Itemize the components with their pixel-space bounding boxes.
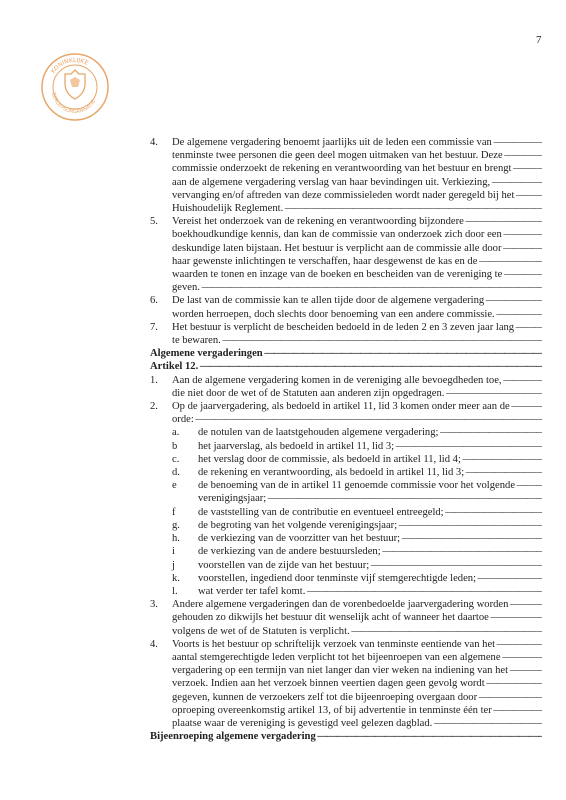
agenda-item-letter: d. <box>172 467 180 479</box>
paragraph-line: worden herroepen, doch slechts door benoeming van een andere commissie. ————— <box>172 308 542 321</box>
agenda-item <box>150 545 542 558</box>
paragraph-line: Op de jaarvergadering, als bedoeld in artikel 11, lid 3 komen onder meer aan de ————— <box>172 400 542 413</box>
numbered-paragraph <box>150 321 542 347</box>
agenda-item-text: de verkiezing van de andere bestuursleden; ————— <box>198 545 542 558</box>
agenda-item-letter: f <box>172 506 176 518</box>
agenda-item-text: de rekening en verantwoording, als bedoeld in artikel 11, lid 3; ————— <box>198 466 542 479</box>
agenda-item-text: de benoeming van de in artikel 11 genoemde commissie voor het volgende ————— <box>198 479 542 492</box>
paragraph-line: Andere algemene vergaderingen dan de vorenbedoelde jaarvergadering worden ————— <box>172 598 542 611</box>
agenda-item-text: de verkiezing van de voorzitter van het bestuur; ————— <box>198 532 542 545</box>
paragraph-line: verzoek. Indien aan het verzoek binnen veertien dagen geen gevolg wordt ————— <box>172 677 542 690</box>
paragraph-number: 1. <box>150 374 158 386</box>
agenda-item <box>150 519 542 532</box>
paragraph-line: aantal stemgerechtigde leden verplicht tot het bijeenroepen van een algemene ————— <box>172 651 542 664</box>
agenda-item <box>150 506 542 519</box>
paragraph-line: aan de algemene vergadering verslag van haar bevindingen uit. Verkiezing, ————— <box>172 176 542 189</box>
agenda-item-text: het verslag door de commissie, als bedoeld in artikel 11, lid 4; ————— <box>198 453 542 466</box>
agenda-item <box>150 479 542 505</box>
section-heading: Algemene vergaderingen ————— <box>150 347 542 360</box>
agenda-item-letter: g. <box>172 519 180 531</box>
numbered-paragraph <box>150 400 542 426</box>
paragraph-line: De algemene vergadering benoemt jaarlijks uit de leden een commissie van ————— <box>172 136 542 149</box>
agenda-item <box>150 453 542 466</box>
agenda-item-letter: j <box>172 559 175 571</box>
paragraph-line: te bewaren. ————— <box>172 334 542 347</box>
paragraph-line: Het bestuur is verplicht de bescheiden bedoeld in de leden 2 en 3 zeven jaar lang ————— <box>172 321 542 334</box>
paragraph-line: vergadering op een termijn van niet langer dan vier weken na indiening van het ————— <box>172 664 542 677</box>
agenda-item <box>150 559 542 572</box>
section-heading-bijeenroeping: Bijeenroeping algemene vergadering ————— <box>150 730 542 743</box>
paragraph-number: 4. <box>150 137 158 148</box>
agenda-item-text: wat verder ter tafel komt. ————— <box>198 585 542 598</box>
paragraph-line: tenminste twee personen die geen deel mogen uitmaken van het bestuur. Deze ————— <box>172 149 542 162</box>
paragraph-line: geven. ————— <box>172 281 542 294</box>
numbered-paragraph <box>150 294 542 320</box>
paragraph-line: gehouden zo dikwijls het bestuur dit wenselijk acht of wanneer het daartoe ————— <box>172 611 542 624</box>
agenda-item-text: de notulen van de laatstgehouden algemene vergadering; ————— <box>198 426 542 439</box>
paragraph-line: Voorts is het bestuur op schriftelijk verzoek van tenminste eentiende van het ————— <box>172 638 542 651</box>
agenda-item-letter: e <box>172 480 177 492</box>
agenda-item-text: verenigingsjaar; ————— <box>198 492 542 505</box>
numbered-paragraph <box>150 215 542 294</box>
svg-text:KONINKLIJKE: KONINKLIJKE <box>49 56 90 75</box>
agenda-item-letter: c. <box>172 453 180 465</box>
paragraph-line: waarden te tonen en inzage van de boeken en bescheiden van de vereniging te ————— <box>172 268 542 281</box>
paragraph-line: gegeven, kunnen de verzoekers zelf tot die bijeenroeping overgaan door ————— <box>172 691 542 704</box>
agenda-item-text: het jaarverslag, als bedoeld in artikel 11, lid 3; ————— <box>198 440 542 453</box>
paragraph-line: Aan de algemene vergadering komen in de vereniging alle bevoegdheden toe, ————— <box>172 374 542 387</box>
paragraph-line: haar gewenste inlichtingen te verschaffen, haar desgewenst de kas en de ————— <box>172 255 542 268</box>
numbered-paragraph <box>150 598 542 638</box>
agenda-subitems <box>150 426 542 598</box>
agenda-item <box>150 585 542 598</box>
paragraph-line: die niet door de wet of de Statuten aan anderen zijn opgedragen. ————— <box>172 387 542 400</box>
article-11-paragraphs <box>150 136 542 347</box>
agenda-item-text: de begroting van het volgende verenigingsjaar; ————— <box>198 519 542 532</box>
agenda-item <box>150 466 542 479</box>
agenda-item <box>150 572 542 585</box>
seal-logo <box>40 52 110 122</box>
numbered-paragraph <box>150 136 542 215</box>
agenda-item <box>150 426 542 439</box>
agenda-item <box>150 440 542 453</box>
agenda-item-letter: b <box>172 440 178 452</box>
numbered-paragraph <box>150 374 542 400</box>
paragraph-line: deskundige laten bijstaan. Het bestuur is verplicht aan de commissie alle door ————— <box>172 242 542 255</box>
article-12-paragraphs-continued <box>150 598 542 730</box>
agenda-item-letter: l. <box>172 585 178 597</box>
paragraph-number: 6. <box>150 295 158 307</box>
paragraph-line: oproeping overeenkomstig artikel 13, of bij advertentie in tenminste één ter ————— <box>172 704 542 717</box>
agenda-item-letter: a. <box>172 427 180 439</box>
article-heading: Artikel 12. ————— <box>150 360 542 373</box>
numbered-paragraph <box>150 638 542 730</box>
paragraph-line: plaatse waar de vereniging is gevestigd veel gelezen dagblad. ————— <box>172 717 542 730</box>
paragraph-number: 2. <box>150 401 158 413</box>
article-12-paragraphs <box>150 374 542 427</box>
document-body <box>150 136 542 743</box>
paragraph-line: vervanging en/of aftreden van deze commissieleden wordt nader geregeld bij het ————— <box>172 189 542 202</box>
agenda-item-letter: h. <box>172 533 180 545</box>
agenda-item-text: voorstellen, ingediend door tenminste vijf stemgerechtigde leden; ————— <box>198 572 542 585</box>
paragraph-line: De last van de commissie kan te allen tijde door de algemene vergadering ————— <box>172 294 542 307</box>
page-number: 7 <box>536 34 542 46</box>
paragraph-line: Huishoudelijk Reglement. ————— <box>172 202 542 215</box>
agenda-item <box>150 532 542 545</box>
agenda-item-letter: k. <box>172 572 180 584</box>
paragraph-number: 3. <box>150 599 158 611</box>
paragraph-line: boekhoudkundige kennis, dan kan de commissie van onderzoek zich door een ————— <box>172 228 542 241</box>
agenda-item-text: voorstellen van de zijde van het bestuur; ————— <box>198 559 542 572</box>
paragraph-line: volgens de wet of de Statuten is verplicht. ————— <box>172 625 542 638</box>
agenda-item-letter: i <box>172 546 175 558</box>
paragraph-number: 7. <box>150 321 158 333</box>
paragraph-line: commissie onderzoekt de rekening en verantwoording van het bestuur en brengt ————— <box>172 162 542 175</box>
paragraph-line: orde: ————— <box>172 413 542 426</box>
svg-text:BEROEPSORGANISATIE: BEROEPSORGANISATIE <box>50 92 97 116</box>
paragraph-number: 5. <box>150 216 158 228</box>
paragraph-line: Vereist het onderzoek van de rekening en verantwoording bijzondere ————— <box>172 215 542 228</box>
agenda-item-text: de vaststelling van de contributie en eventueel entreegeld; ————— <box>198 506 542 519</box>
paragraph-number: 4. <box>150 638 158 650</box>
